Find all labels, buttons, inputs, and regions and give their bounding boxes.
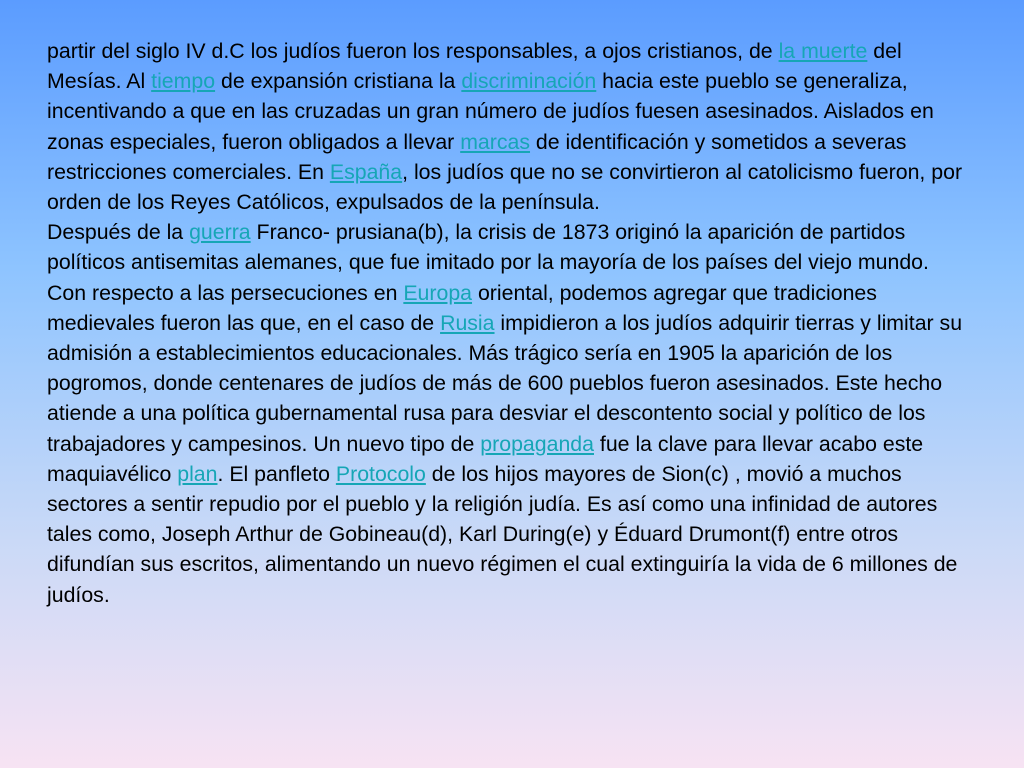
paragraph-3 xyxy=(47,278,977,610)
link-la-muerte[interactable]: la muerte xyxy=(778,39,868,63)
link-europa[interactable]: Europa xyxy=(403,280,473,305)
link-marcas[interactable]: marcas xyxy=(460,129,531,154)
link-rusia[interactable]: Rusia xyxy=(440,310,495,335)
text-segment: partir del siglo IV d.C los judíos fueron los responsables, a ojos cristianos, de xyxy=(47,39,779,63)
link-guerra[interactable]: guerra xyxy=(189,220,251,245)
link-propaganda[interactable]: propaganda xyxy=(480,431,594,456)
text-segment: del Mesías. Al xyxy=(47,39,902,94)
text-segment: hacia este pueblo se generaliza, incentivando a que en las cruzadas un gran número de judíos fuesen asesinados. Aislados en zonas especiales, fueron obligados a llevar xyxy=(47,69,934,154)
link-protocolo[interactable]: Protocolo xyxy=(335,461,426,486)
text-segment: de los hijos mayores de Sion(c) , movió a muchos sectores a sentir repudio por el pueblo y la religión judía. Es así como una infinidad de autores tales como, Joseph Arthur de Gobineau(d), Karl During(e) y Éduard Drumont(f) entre otros difundían sus escritos, alimentando un nuevo régimen el cual extinguiría la vida de 6 millones de judíos. xyxy=(47,461,958,607)
slide-body xyxy=(47,36,977,610)
text-segment: fue la clave para llevar acabo este maquiavélico xyxy=(47,431,924,486)
paragraph-1 xyxy=(47,36,977,217)
text-segment: . El panfleto xyxy=(217,461,336,486)
text-segment: Franco- prusiana(b), la crisis de 1873 originó la aparición de partidos políticos antisemitas alemanes, que fue imitado por la mayoría de los países del viejo mundo. xyxy=(47,220,929,275)
paragraph-2 xyxy=(47,217,977,277)
link-tiempo[interactable]: tiempo xyxy=(151,69,216,94)
text-segment: impidieron a los judíos adquirir tierras y limitar su admisión a establecimientos educacionales. Más trágico sería en 1905 la aparición de los pogromos, donde centenares de judíos de más de 600 pueblos fueron asesinados. Este hecho atiende a una política gubernamental rusa para desviar el descontento social y político de los trabajadores y campesinos. Un nuevo tipo de xyxy=(47,310,963,456)
text-segment: de identificación y sometidos a severas restricciones comerciales. En xyxy=(47,129,907,184)
text-segment: de expansión cristiana la xyxy=(215,69,462,94)
link-discriminación[interactable]: discriminación xyxy=(461,69,597,94)
text-segment: oriental, podemos agregar que tradiciones medievales fueron las que, en el caso de xyxy=(47,280,877,335)
text-segment: Con respecto a las persecuciones en xyxy=(47,280,404,305)
link-españa[interactable]: España xyxy=(329,159,403,184)
text-segment: , los judíos que no se convirtieron al catolicismo fueron, por orden de los Reyes Católicos, expulsados de la península. xyxy=(47,159,963,215)
link-plan[interactable]: plan xyxy=(177,461,218,486)
text-segment: Después de la xyxy=(47,220,190,245)
